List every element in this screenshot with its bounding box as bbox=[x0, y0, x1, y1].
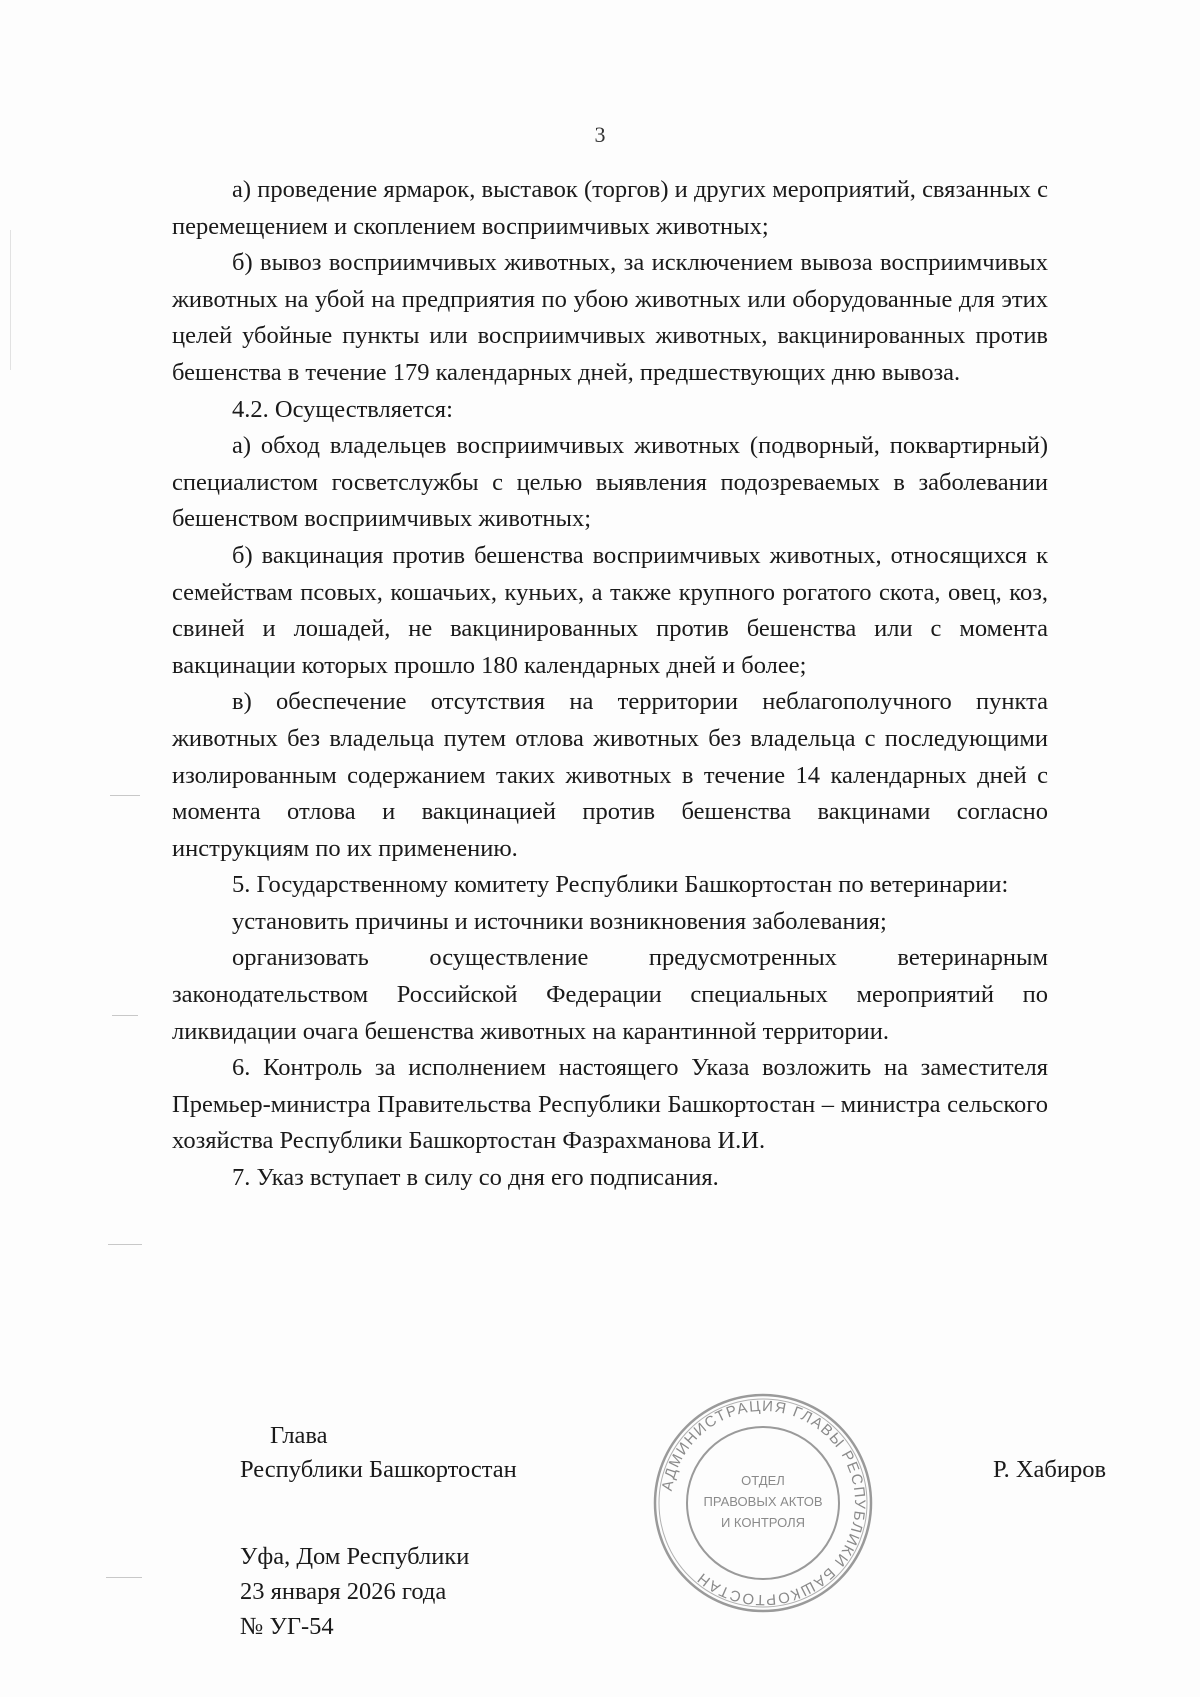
decree-body bbox=[172, 172, 1048, 1197]
page-number: 3 bbox=[594, 122, 606, 147]
paragraph-7-effective: 7. Указ вступает в силу со дня его подписания. bbox=[232, 1164, 719, 1192]
signatory-title-line1: Глава bbox=[270, 1422, 328, 1449]
paragraph-a-inspection: а) обход владельцев восприимчивых животных (подворный, поквартирный) специалистом госветслужбы с целью выявления подозреваемых в заболевании бешенством восприимчивых животных; bbox=[172, 432, 1048, 533]
paragraph-establish-causes: установить причины и источники возникновения заболевания; bbox=[232, 907, 887, 935]
stamp-center-line1: ОТДЕЛ bbox=[741, 1473, 785, 1488]
paragraph-c-capture: в) обеспечение отсутствия на территории неблагополучного пункта животных без владельца путем отлова животных без владельца с последующими изолированным содержанием таких животных в течение 14 календарных дней с момента отлова и вакцинацией против бешенства вакцинами согласно инструкциям по их применению. bbox=[172, 688, 1048, 862]
decree-number: № УГ-54 bbox=[240, 1613, 334, 1640]
signatory-title-line2: Республики Башкортостан bbox=[240, 1456, 517, 1483]
signatory-name: Р. Хабиров bbox=[993, 1456, 1107, 1483]
paragraph-organize-measures: организовать осуществление предусмотренных ветеринарным законодательством Российской Федерации специальных мероприятий по ликвидации очага бешенства животных на карантинной территории. bbox=[172, 944, 1048, 1045]
stamp-outer-ring-thin bbox=[659, 1399, 867, 1607]
stamp-outer-ring bbox=[655, 1395, 871, 1611]
stamp-center-line2: ПРАВОВЫХ АКТОВ bbox=[703, 1494, 823, 1509]
paragraph-b-export: б) вывоз восприимчивых животных, за исключением вывоза восприимчивых животных на убой на предприятия по убою животных или оборудованные для этих целей убойные пункты или восприимчивых животных, вакцинированных против бешенства в течение 179 календарных дней, предшествующих дню вывоза. bbox=[172, 249, 1048, 386]
scan-artifact-mark bbox=[110, 795, 140, 796]
official-stamp bbox=[648, 1388, 878, 1618]
issuance-date: 23 января 2026 года bbox=[240, 1578, 447, 1605]
scan-artifact-mark bbox=[108, 1244, 142, 1245]
stamp-inner-ring bbox=[687, 1427, 839, 1579]
paragraph-5-committee: 5. Государственному комитету Республики Башкортостан по ветеринарии: bbox=[232, 871, 1009, 899]
paragraph-6-control: 6. Контроль за исполнением настоящего Указа возложить на заместителя Премьер-министра Правительства Республики Башкортостан – министра сельского хозяйства Республики Башкортостан Фазрахманова И.И. bbox=[172, 1054, 1048, 1155]
scan-artifact-mark bbox=[106, 1577, 142, 1578]
paragraph-4-2-heading: 4.2. Осуществляется: bbox=[232, 395, 453, 423]
paragraph-a-fairs: а) проведение ярмарок, выставок (торгов) и других мероприятий, связанных с перемещением и скоплением восприимчивых животных; bbox=[172, 176, 1048, 240]
paragraph-b-vaccination: б) вакцинация против бешенства восприимчивых животных, относящихся к семействам псовых, кошачьих, куньих, а также крупного рогатого скота, овец, коз, свиней и лошадей, не вакцинированных против бешенства или с момента вакцинации которых прошло 180 календарных дней и более; bbox=[172, 541, 1048, 679]
scan-edge-shadow bbox=[10, 230, 11, 370]
issuance-place: Уфа, Дом Республики bbox=[240, 1543, 470, 1570]
stamp-outer-text: АДМИНИСТРАЦИЯ ГЛАВЫ РЕСПУБЛИКИ БАШКОРТОСТАН bbox=[658, 1397, 869, 1609]
scan-artifact-mark bbox=[112, 1015, 138, 1016]
stamp-center-line3: И КОНТРОЛЯ bbox=[720, 1515, 806, 1530]
